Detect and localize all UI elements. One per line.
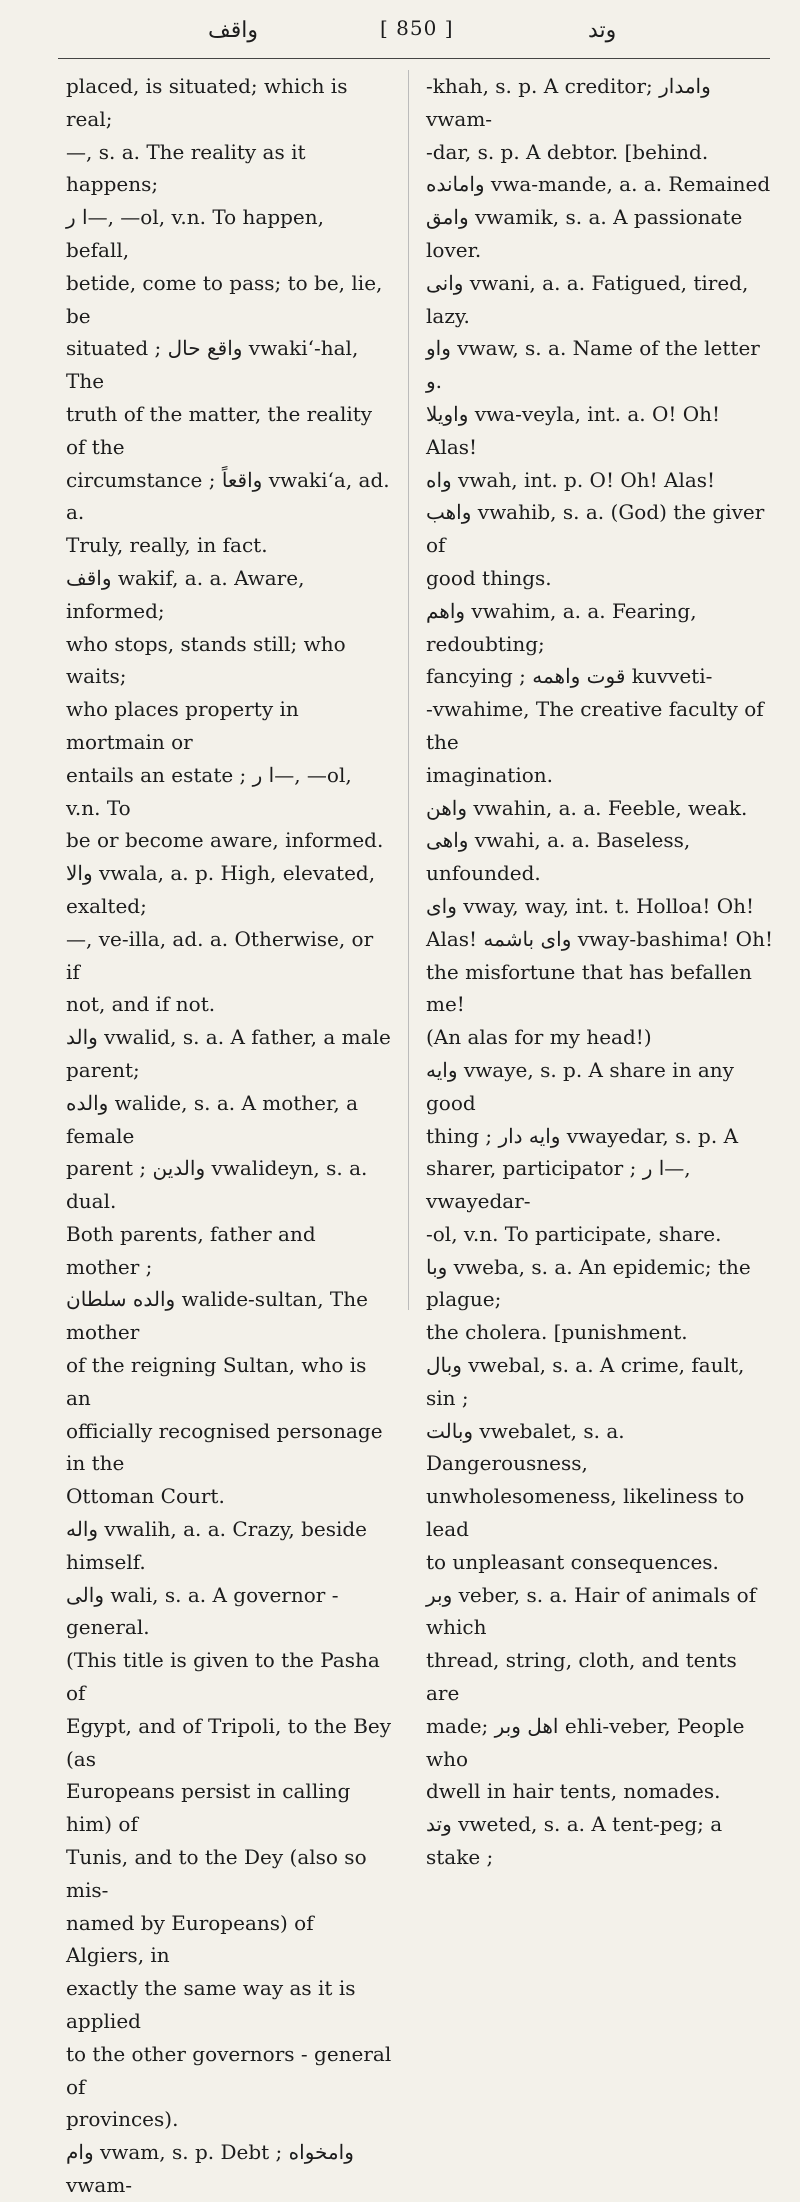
text-line: to unpleasant consequences. [426, 1549, 719, 1574]
text-line: Tunis, and to the Dey (also so mis- [66, 1845, 367, 1902]
text-line: parent ; والدين vwalideyn, s. a. dual. [66, 1156, 368, 1214]
text-line: -vwahime, The creative faculty of the [426, 697, 764, 754]
text-line: made; اهل وبر ehli-veber, People who [426, 1713, 745, 1771]
text-line: واهم vwahim, a. a. Fearing, redoubting; [426, 598, 697, 656]
text-line: وامق vwamik, s. a. A passionate lover. [426, 205, 743, 262]
text-line: Egypt, and of Tripoli, to the Bey (as [66, 1713, 392, 1771]
text-line: وامانده vwa-mande, a. a. Remained [426, 172, 771, 197]
column-divider [408, 70, 409, 1310]
text-line: circumstance ; واقعاً vwakiʻa, ad. a. [66, 467, 390, 525]
text-line: -khah, s. p. A creditor; وامدار vwam- [426, 74, 711, 131]
text-line: واه vwah, int. p. O! Oh! Alas! [426, 467, 716, 492]
text-line: واهى vwahi, a. a. Baseless, unfounded. [426, 828, 691, 886]
text-line: good things. [426, 565, 552, 590]
text-line: وام vwam, s. p. Debt ; وامخواه vwam- [66, 2140, 354, 2197]
text-line: (An alas for my head!) [426, 1025, 652, 1050]
left-column [66, 70, 392, 2202]
text-line: to the other governors - general of [66, 2041, 392, 2099]
text-line: betide, come to pass; to be, lie, be [66, 270, 383, 328]
text-line: وبر veber, s. a. Hair of animals of which [426, 1582, 757, 1640]
text-line: who stops, stands still; who waits; [66, 631, 346, 689]
text-line: truth of the matter, the reality of the [66, 401, 373, 459]
text-line: واو vwaw, s. a. Name of the letter و. [426, 336, 760, 394]
text-line: -ol, v.n. To participate, share. [426, 1221, 722, 1246]
text-line: والده سلطان walide-sultan, The mother [66, 1287, 368, 1345]
text-line: fancying ; قوت واهمه kuvveti- [426, 664, 713, 689]
text-line: thread, string, cloth, and tents are [426, 1648, 737, 1706]
text-line: Europeans persist in calling him) of [66, 1779, 351, 1837]
page-header [58, 14, 770, 50]
text-line: entails an estate ; ا ر—, —ol, v.n. To [66, 762, 352, 820]
text-line: واهن vwahin, a. a. Feeble, weak. [426, 795, 748, 820]
text-line: Both parents, father and mother ; [66, 1221, 316, 1279]
text-line: -dar, s. p. A debtor. [behind. [426, 139, 709, 164]
text-line: والده walide, s. a. A mother, a female [66, 1090, 359, 1148]
text-line: والد vwalid, s. a. A father, a male parent; [66, 1025, 391, 1082]
text-line: واقف wakif, a. a. Aware, informed; [66, 565, 305, 623]
text-line: Ottoman Court. [66, 1484, 225, 1509]
text-line: وبا vweba, s. a. An epidemic; the plague; [426, 1254, 751, 1312]
text-line: ا ر—, —ol, v.n. To happen, befall, [66, 205, 324, 262]
text-line: the misfortune that has befallen me! [426, 959, 752, 1017]
text-line: واويلا vwa-veyla, int. a. O! Oh! Alas! [426, 401, 721, 459]
text-line: واهب vwahib, s. a. (God) the giver of [426, 500, 765, 558]
text-line: thing ; وايه دار vwayedar, s. p. A [426, 1123, 739, 1148]
text-line: (This title is given to the Pasha of [66, 1648, 380, 1706]
header-rule [58, 58, 770, 59]
right-column [426, 70, 776, 1874]
header-right-word: وتد [588, 18, 617, 43]
text-line: واى vway, way, int. t. Holloa! Oh! [426, 893, 755, 918]
text-line: وبال vwebal, s. a. A crime, fault, sin ; [426, 1353, 745, 1410]
text-line: who places property in mortmain or [66, 697, 299, 754]
text-line: sharer, participator ; ا ر—, vwayedar- [426, 1156, 691, 1214]
text-line: وانى vwani, a. a. Fatigued, tired, lazy. [426, 270, 749, 328]
text-line: of the reigning Sultan, who is an [66, 1353, 367, 1410]
text-line: وبالت vwebalet, s. a. Dangerousness, [426, 1418, 625, 1476]
text-line: والا vwala, a. p. High, elevated, exalted; [66, 861, 376, 918]
text-line: placed, is situated; which is real; [66, 74, 348, 131]
page-number: [ 850 ] [380, 16, 454, 40]
text-line: situated ; واقع حال vwakiʻ-hal, The [66, 336, 359, 394]
text-line: imagination. [426, 762, 554, 787]
text-line: —, s. a. The reality as it happens; [66, 139, 306, 197]
text-line: unwholesomeness, likeliness to lead [426, 1484, 745, 1542]
text-line: Truly, really, in fact. [66, 533, 268, 558]
text-line: dwell in hair tents, nomades. [426, 1779, 721, 1804]
text-line: officially recognised personage in the [66, 1418, 383, 1476]
text-line: والى wali, s. a. A governor - general. [66, 1582, 339, 1640]
text-line: named by Europeans) of Algiers, in [66, 1910, 314, 1968]
text-line: وايه vwaye, s. p. A share in any good [426, 1057, 734, 1115]
text-line: واله vwalih, a. a. Crazy, beside himself. [66, 1517, 368, 1574]
text-line: —, ve-illa, ad. a. Otherwise, or if [66, 926, 374, 984]
header-left-word: واقف [208, 18, 259, 43]
text-line: not, and if not. [66, 992, 216, 1017]
text-line: وتد vweted, s. a. A tent-peg; a stake ; [426, 1812, 723, 1870]
text-line: provinces). [66, 2107, 179, 2132]
text-line: the cholera. [punishment. [426, 1320, 688, 1345]
text-line: exactly the same way as it is applied [66, 1976, 356, 2034]
text-line: be or become aware, informed. [66, 828, 384, 853]
text-line: Alas! واى باشمه vway-bashima! Oh! [426, 926, 773, 951]
